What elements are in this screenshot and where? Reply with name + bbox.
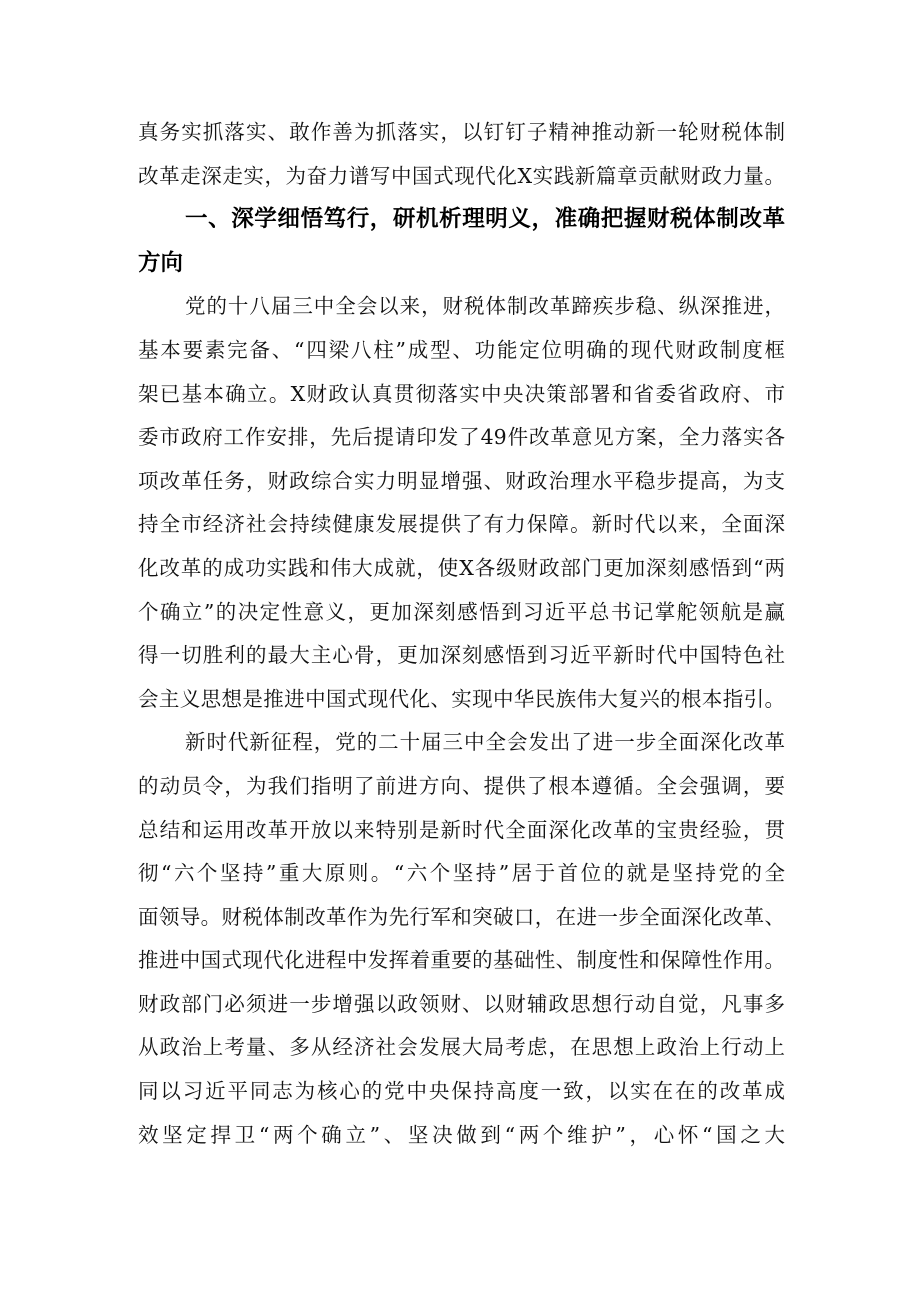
text-line: 持全市经济社会持续健康发展提供了有力保障。新时代以来，全面深 <box>138 512 785 537</box>
heading-line: 方向 <box>138 249 184 276</box>
text-line: 党的十八届三中全会以来，财税体制改革蹄疾步稳、纵深推进， <box>185 294 785 319</box>
text-line: 得一切胜利的最大主心骨，更加深刻感悟到习近平新时代中国特色社 <box>138 643 785 668</box>
text-line: 项改革任务，财政综合实力明显增强、财政治理水平稳步提高，为支 <box>138 468 785 493</box>
text-line: 委市政府工作安排，先后提请印发了49件改革意见方案，全力落实各 <box>138 425 785 450</box>
text-line: 基本要素完备、“四梁八柱”成型、功能定位明确的现代财政制度框 <box>138 337 785 362</box>
text-line: 架已基本确立。X财政认真贯彻落实中央决策部署和省委省政府、市 <box>138 381 785 406</box>
text-line: 会主义思想是推进中国式现代化、实现中华民族伟大复兴的根本指引。 <box>138 686 785 711</box>
text-line: 同以习近平同志为核心的党中央保持高度一致，以实在在的改革成 <box>138 1079 785 1104</box>
heading-line: 一、深学细悟笃行，研机析理明义，准确把握财税体制改革 <box>185 206 785 233</box>
text-line: 改革走深走实，为奋力谱写中国式现代化X实践新篇章贡献财政力量。 <box>138 163 785 188</box>
text-line: 总结和运用改革开放以来特别是新时代全面深化改革的宝贵经验，贯 <box>138 817 785 842</box>
paragraph <box>138 721 785 1157</box>
section-heading <box>138 198 785 285</box>
document-body <box>138 111 785 1157</box>
text-line: 的动员令，为我们指明了前进方向、提供了根本遵循。全会强调，要 <box>138 773 785 798</box>
paragraph <box>138 285 785 721</box>
text-line: 新时代新征程，党的二十届三中全会发出了进一步全面深化改革 <box>185 730 785 755</box>
text-line: 彻“六个坚持”重大原则。“六个坚持”居于首位的就是坚持党的全 <box>138 861 785 886</box>
paragraph-continued <box>138 111 785 198</box>
text-line: 真务实抓落实、敢作善为抓落实，以钉钉子精神推动新一轮财税体制 <box>138 120 785 144</box>
text-line: 财政部门必须进一步增强以政领财、以财辅政思想行动自觉，凡事多 <box>138 991 785 1016</box>
text-line: 化改革的成功实践和伟大成就，使X各级财政部门更加深刻感悟到“两 <box>138 555 785 580</box>
text-line: 面领导。财税体制改革作为先行军和突破口，在进一步全面深化改革、 <box>138 904 785 929</box>
text-line: 推进中国式现代化进程中发挥着重要的基础性、制度性和保障性作用。 <box>138 948 785 973</box>
text-line: 个确立”的决定性意义，更加深刻感悟到习近平总书记掌舵领航是赢 <box>138 599 785 624</box>
text-line: 从政治上考量、多从经济社会发展大局考虑，在思想上政治上行动上 <box>138 1035 785 1060</box>
text-line: 效坚定捍卫“两个确立”、坚决做到“两个维护”，心怀“国之大 <box>138 1122 785 1147</box>
